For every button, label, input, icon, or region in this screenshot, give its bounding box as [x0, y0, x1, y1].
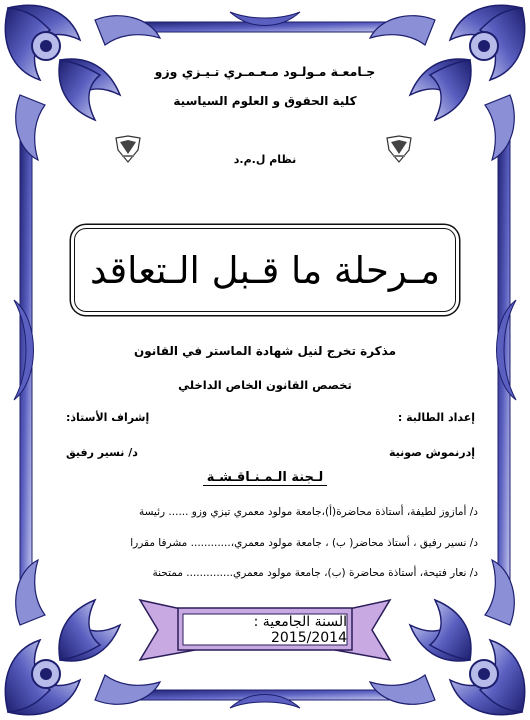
jury-title: لـجنة الـمـنـاقـشـة: [0, 470, 530, 485]
jury-member: د/ نسير رفيق ، أستاذ محاضر( ب) ، جامعة مولود معمري،............ مشرفا مقررا: [130, 537, 478, 549]
university-name: جـامعـة مـولـود مـعـمـري تـيـزي وزو: [154, 64, 376, 79]
academic-year: السنة الجامعية : 2015/2014: [253, 614, 347, 646]
title-box: [74, 228, 456, 312]
lmd-system-label: نظام ل.م.د: [233, 153, 297, 166]
memo-purpose: مذكرة تخرج لنيل شهادة الماستر في القانون: [133, 344, 397, 358]
memo-title: مـرحلة ما قـبل الـتعاقد: [90, 248, 440, 292]
prepared-by-label: إعداد الطالبة :: [397, 411, 475, 424]
jury-member: د/ أمازوز لطيفة، أستاذة محاضرة(أ)،جامعة مولود معمري تيزي وزو ...... رئيسة: [138, 506, 478, 518]
supervisor-name: د/ نسير رفيق: [66, 446, 138, 459]
jury-member: د/ نعار فتيحة، أستاذة محاضرة (ب)، جامعة مولود معمري.............. ممتحنة: [152, 567, 478, 579]
specialty: تخصص القانون الخاص الداخلي: [178, 378, 352, 392]
student-name: إدرنموش صونية: [389, 446, 475, 459]
supervised-by-label: إشراف الأستاذ:: [66, 411, 150, 424]
faculty-name: كلية الحقوق و العلوم السياسية: [173, 94, 357, 108]
